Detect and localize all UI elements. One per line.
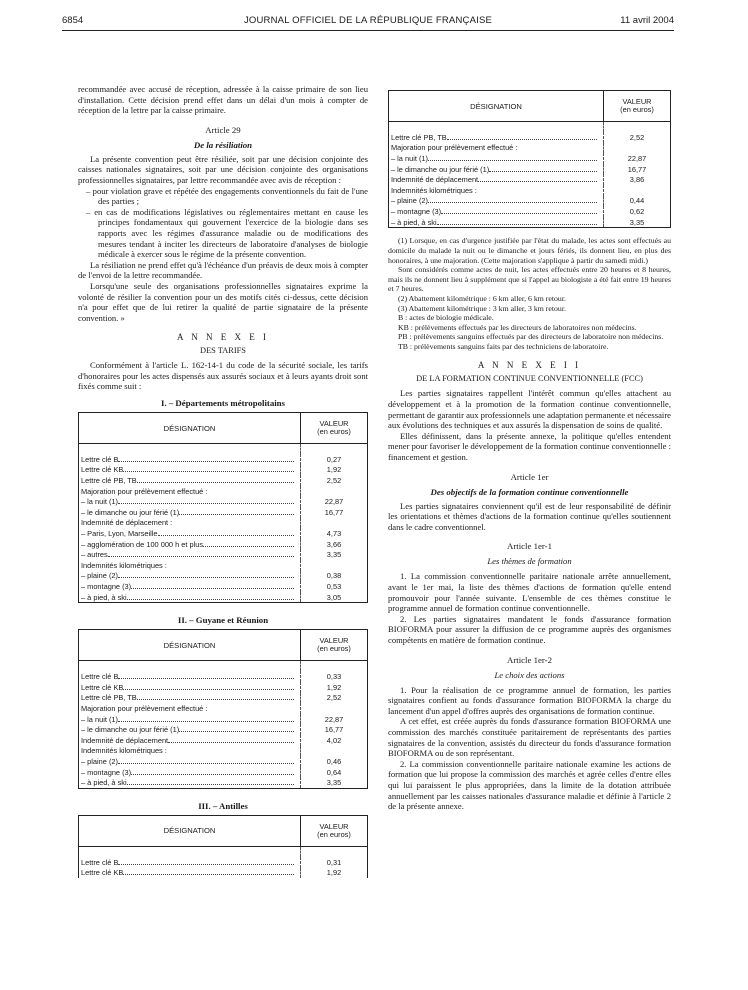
article-1-heading: Article 1er — [510, 471, 549, 482]
row-label: Indemnité de déplacement : — [81, 518, 173, 528]
row-label: – à pied, à ski — [79, 777, 301, 788]
table-row — [79, 518, 368, 529]
row-value: 3,35 — [604, 217, 671, 228]
article-1-2-heading: Article 1er-2 — [506, 654, 552, 665]
row-value — [301, 661, 368, 672]
table-row — [389, 217, 671, 228]
row-label: – autres — [79, 549, 301, 560]
row-label: Majoration pour prélèvement effectué : — [81, 486, 208, 496]
table-row — [389, 153, 671, 164]
table-row — [79, 496, 368, 507]
tariff-table-antilles — [78, 815, 368, 878]
table-row — [79, 475, 368, 486]
value-header: VALEUR (en euros) — [301, 815, 368, 846]
row-label: Lettre clé KB — [79, 465, 301, 476]
row-label: Lettre clé B — [79, 857, 301, 868]
table-row — [79, 507, 368, 518]
row-value: 4,02 — [301, 735, 368, 746]
table-row — [79, 465, 368, 476]
row-value: 3,35 — [301, 549, 368, 560]
row-value: 22,87 — [604, 153, 671, 164]
row-label: – le dimanche ou jour férié (1) — [79, 507, 301, 518]
row-label: – montagne (3) — [79, 767, 301, 778]
designation-header: DÉSIGNATION — [389, 91, 604, 122]
table-row — [79, 682, 368, 693]
table-row — [79, 777, 368, 788]
footnote: (2) Abattement kilométrique : 6 km aller, 6 km retour. — [398, 293, 566, 303]
footnote: Sont considérés comme actes de nuit, les actes effectués entre 20 heures et 8 heures, mais ils ne donnent lieu à supplément que si l'appel au biologiste a été fait entre 19 heures et 7 heures. — [388, 265, 671, 294]
row-label: Majoration pour prélèvement effectué : — [391, 143, 518, 153]
page-header — [62, 15, 674, 29]
article-29-heading: Article 29 — [205, 124, 241, 135]
row-value — [604, 143, 671, 154]
row-value: 22,87 — [301, 496, 368, 507]
row-label: – plaine (2) — [79, 571, 301, 582]
paragraph: 1. La commission conventionnelle paritaire nationale arrête annuellement, avant le 1er mai, la liste des thèmes d'actions de formation qu'elle entend promouvoir pour l'année suivante. L'ensemble de ces thèmes constitue le programme annuel de formation continue conventionnelle. — [388, 571, 671, 614]
row-label: Lettre clé PB, TB — [79, 693, 301, 704]
row-value: 16,77 — [301, 507, 368, 518]
row-value: 0,33 — [301, 671, 368, 682]
table-row — [389, 132, 671, 143]
row-label: Indemnité de déplacement — [79, 735, 301, 746]
article-1-2-title: Le choix des actions — [494, 669, 565, 680]
footnote: B : actes de biologie médicale. — [398, 313, 494, 323]
row-value — [604, 185, 671, 196]
table-row — [389, 143, 671, 154]
row-label: – à pied, à ski — [389, 217, 604, 228]
table-row — [79, 592, 368, 603]
row-value — [301, 518, 368, 529]
row-label: Lettre clé B — [79, 671, 301, 682]
table-row — [79, 756, 368, 767]
row-value — [301, 560, 368, 571]
paragraph: La présente convention peut être résiliée, soit par une décision conjointe des caisses nationales signataires, soit par une décision conjointe des organisations professionnelles signataires, par lettre recommandée avec avis de réception : — [78, 153, 368, 185]
value-header: VALEUR (en euros) — [604, 91, 671, 122]
footnote: (3) Abattement kilométrique : 3 km aller, 3 km retour. — [398, 303, 566, 313]
annexe-2-heading: A N N E X E I I — [477, 360, 582, 371]
table-row — [79, 539, 368, 550]
article-1-1-heading: Article 1er-1 — [506, 541, 552, 552]
row-value: 3,66 — [301, 539, 368, 550]
row-value: 1,92 — [301, 682, 368, 693]
row-label: Lettre clé B — [79, 454, 301, 465]
row-value: 0,27 — [301, 454, 368, 465]
section-heading-antilles: III. – Antilles — [198, 800, 248, 811]
footnote: KB : prélèvements effectués par les directeurs de laboratoires non médecins. — [398, 322, 637, 332]
table-row — [79, 454, 368, 465]
row-value — [301, 703, 368, 714]
table-row — [389, 164, 671, 175]
row-label: – le dimanche ou jour férié (1) — [79, 724, 301, 735]
row-label — [79, 661, 301, 672]
footnote: PB : prélèvements sanguins effectués par des directeurs de laboratoire non médecins. — [398, 332, 664, 342]
table-row — [389, 196, 671, 207]
row-label — [79, 846, 301, 857]
row-value: 0,38 — [301, 571, 368, 582]
row-value: 2,52 — [301, 475, 368, 486]
row-value: 22,87 — [301, 714, 368, 725]
table-row — [79, 528, 368, 539]
table-row — [389, 174, 671, 185]
row-label: Indemnités kilométriques : — [391, 185, 477, 195]
footnote: (1) Lorsque, en cas d'urgence justifiée par l'état du malade, les actes sont effectués au domicile du malade la nuit ou le dimanche et jours fériés, ils donnent lieu, en plus des honoraires, à une majoration. (Cette majoration s'applique à partir du samedi midi.) — [388, 236, 671, 265]
table-row — [79, 746, 368, 757]
bullet-item: – pour violation grave et répétée des engagements conventionnels du fait de l'une des parties ; — [86, 185, 368, 207]
paragraph: A cet effet, est créée auprès du fonds d'assurance formation BIOFORMA une commission des marchés constituée paritairement de représentants des parties signataires de la convention, assistés du directeur du fonds d'assurance formation BIOFORMA ou de son représentant. — [388, 716, 671, 759]
row-label: – montagne (3) — [79, 581, 301, 592]
row-value: 0,64 — [301, 767, 368, 778]
row-value: 3,35 — [301, 777, 368, 788]
annexe-1-heading: A N N E X E I — [177, 332, 269, 343]
table-row — [79, 767, 368, 778]
annexe-1-subtitle: DES TARIFS — [200, 346, 246, 356]
table-row — [79, 693, 368, 704]
row-label: – Paris, Lyon, Marseille — [79, 528, 301, 539]
paragraph: La résiliation ne prend effet qu'à l'échéance d'un préavis de deux mois à compter de l'envoi de la lettre recommandée. — [78, 259, 368, 281]
table-row — [79, 724, 368, 735]
row-label: Indemnités kilométriques : — [81, 560, 167, 570]
table-row — [79, 703, 368, 714]
row-label: – plaine (2) — [389, 196, 604, 207]
annexe-2-subtitle: DE LA FORMATION CONTINUE CONVENTIONNELLE (FCC) — [416, 374, 643, 384]
row-label: – la nuit (1) — [79, 496, 301, 507]
row-value: 4,73 — [301, 528, 368, 539]
table-row — [79, 571, 368, 582]
article-29-title: De la résiliation — [193, 139, 253, 150]
row-value: 1,92 — [301, 465, 368, 476]
table-row — [79, 735, 368, 746]
row-label: Majoration pour prélèvement effectué : — [81, 703, 208, 713]
row-label: Lettre clé PB, TB — [79, 475, 301, 486]
section-heading-guyane-reunion: II. – Guyane et Réunion — [177, 615, 269, 626]
paragraph: 2. Les parties signataires mandatent le fonds d'assurance formation BIOFORMA pour assurer la diffusion de ce programme auprès des organismes compétents en matière de formation continue. — [388, 613, 671, 645]
table-row — [79, 661, 368, 672]
row-value: 2,52 — [301, 693, 368, 704]
row-value: 3,86 — [604, 174, 671, 185]
designation-header: DÉSIGNATION — [79, 815, 301, 846]
table-row — [79, 857, 368, 868]
table-row — [79, 714, 368, 725]
row-value: 3,05 — [301, 592, 368, 603]
tariff-table-guyane-reunion — [78, 629, 368, 789]
paragraph: Les parties signataires conviennent qu'il est de leur responsabilité de définir les orientations et thèmes d'actions de la formation continue qu'elles soutiennent dans le cadre conventionnel. — [388, 500, 671, 532]
table-row — [79, 671, 368, 682]
row-label: – montagne (3) — [389, 206, 604, 217]
row-value — [301, 486, 368, 497]
table-row — [79, 560, 368, 571]
table-row — [79, 444, 368, 455]
row-value: 0,44 — [604, 196, 671, 207]
row-label: – plaine (2) — [79, 756, 301, 767]
journal-title: JOURNAL OFFICIEL DE LA RÉPUBLIQUE FRANÇAISE — [243, 15, 493, 26]
row-value: 16,77 — [301, 724, 368, 735]
table-row — [389, 122, 671, 133]
row-value: 0,62 — [604, 206, 671, 217]
tariff-table-antilles-continued — [388, 90, 671, 228]
paragraph: 1. Pour la réalisation de ce programme annuel de formation, les parties signataires confient au fonds d'assurance formation BIOFORMA la charge du lancement d'un appel d'offres auprès des organisations de formation continue. — [388, 684, 671, 716]
row-value: 0,46 — [301, 756, 368, 767]
paragraph: Les parties signataires rappellent l'intérêt commun qu'elles attachent au développement et à la promotion de la formation continue conventionnelle, permettant de garantir aux professionnels une adaptation permanente et nécessaire aux évolutions des techniques et aux assurés la dispensation de soins de qualité. — [388, 388, 671, 431]
issue-date: 11 avril 2004 — [620, 15, 674, 26]
paragraph: Elles définissent, dans la présente annexe, la politique qu'elles entendent mener pour favoriser le développement de la formation continue conventionnelle : financement et gestion. — [388, 430, 672, 463]
paragraph: Lorsqu'une seule des organisations professionnelles signataires exprime la volonté de résilier la convention pour un des motifs cités ci-dessus, cette décision n'a pour effet que de lui retirer la qualité de partie signataire de la présente convention. » — [78, 280, 368, 323]
paragraph: 2. La commission conventionnelle paritaire nationale examine les actions de formation que lui propose la commission des marchés et agrée celles d'entre elles qui lui paraissent le plus appropriées, dans la limite de la dotation attribuée annuellement par les caisses nationales d'assurance maladie et définie à l'article 2 de la présente annexe. — [388, 758, 671, 812]
footnote: TB : prélèvements sanguins faits par des techniciens de laboratoire. — [398, 341, 609, 351]
value-header: VALEUR (en euros) — [301, 413, 368, 444]
table-row — [79, 486, 368, 497]
row-label — [389, 122, 604, 133]
row-value — [301, 746, 368, 757]
row-label: – agglomération de 100 000 h et plus — [79, 539, 301, 550]
section-heading-metropole: I. – Départements métropolitains — [161, 398, 285, 409]
row-value — [301, 846, 368, 857]
header-rule — [62, 30, 674, 31]
row-value — [301, 444, 368, 455]
table-row — [79, 846, 368, 857]
row-value: 2,52 — [604, 132, 671, 143]
table-row — [389, 206, 671, 217]
table-row — [79, 581, 368, 592]
value-header: VALEUR (en euros) — [301, 630, 368, 661]
paragraph: Conformément à l'article L. 162-14-1 du code de la sécurité sociale, les tarifs d'honoraires pour les actes dispensés aux assurés sociaux et à leurs ayants droit sont fixés comme suit : — [78, 360, 368, 392]
row-label: Lettre clé PB, TB — [389, 132, 604, 143]
article-1-1-title: Les thèmes de formation — [487, 556, 572, 567]
row-label — [79, 444, 301, 455]
designation-header: DÉSIGNATION — [79, 413, 301, 444]
row-value: 16,77 — [604, 164, 671, 175]
row-label: Indemnité de déplacement — [389, 174, 604, 185]
tariff-table-metropole — [78, 412, 368, 603]
row-value — [604, 122, 671, 133]
row-label: – le dimanche ou jour férié (1) — [389, 164, 604, 175]
row-label: Lettre clé KB — [79, 682, 301, 693]
row-label: Lettre clé KB — [79, 868, 301, 879]
row-label: Indemnités kilométriques : — [81, 746, 167, 756]
table-row — [79, 868, 368, 879]
article-1-title: Des objectifs de la formation continue conventionnelle — [430, 486, 629, 497]
table-row — [389, 185, 671, 196]
row-label: – à pied, à ski — [79, 592, 301, 603]
page-number: 6854 — [62, 15, 84, 26]
intro-paragraph: recommandée avec accusé de réception, adressée à la caisse primaire de son lieu d'installation. Cette décision prend effet dans un délai d'un mois à compter de réception de la lettre par la caisse primaire. — [78, 84, 368, 116]
designation-header: DÉSIGNATION — [79, 630, 301, 661]
row-value: 0,53 — [301, 581, 368, 592]
left-column — [78, 84, 368, 878]
right-column — [388, 90, 671, 812]
row-label: – la nuit (1) — [389, 153, 604, 164]
row-label: – la nuit (1) — [79, 714, 301, 725]
row-value: 1,92 — [301, 868, 368, 879]
row-value: 0,31 — [301, 857, 368, 868]
bullet-item: – en cas de modifications législatives ou réglementaires mettant en cause les principes fondamentaux qui gouvernent l'exercice de la biologie dans ses rapports avec les régimes d'assurance maladie ou de modifications des mesures tendant à inciter les directeurs de laboratoire d'analyses de biologie médicale à exercer sous le régime de la présente convention. — [86, 206, 368, 260]
table-row — [79, 549, 368, 560]
